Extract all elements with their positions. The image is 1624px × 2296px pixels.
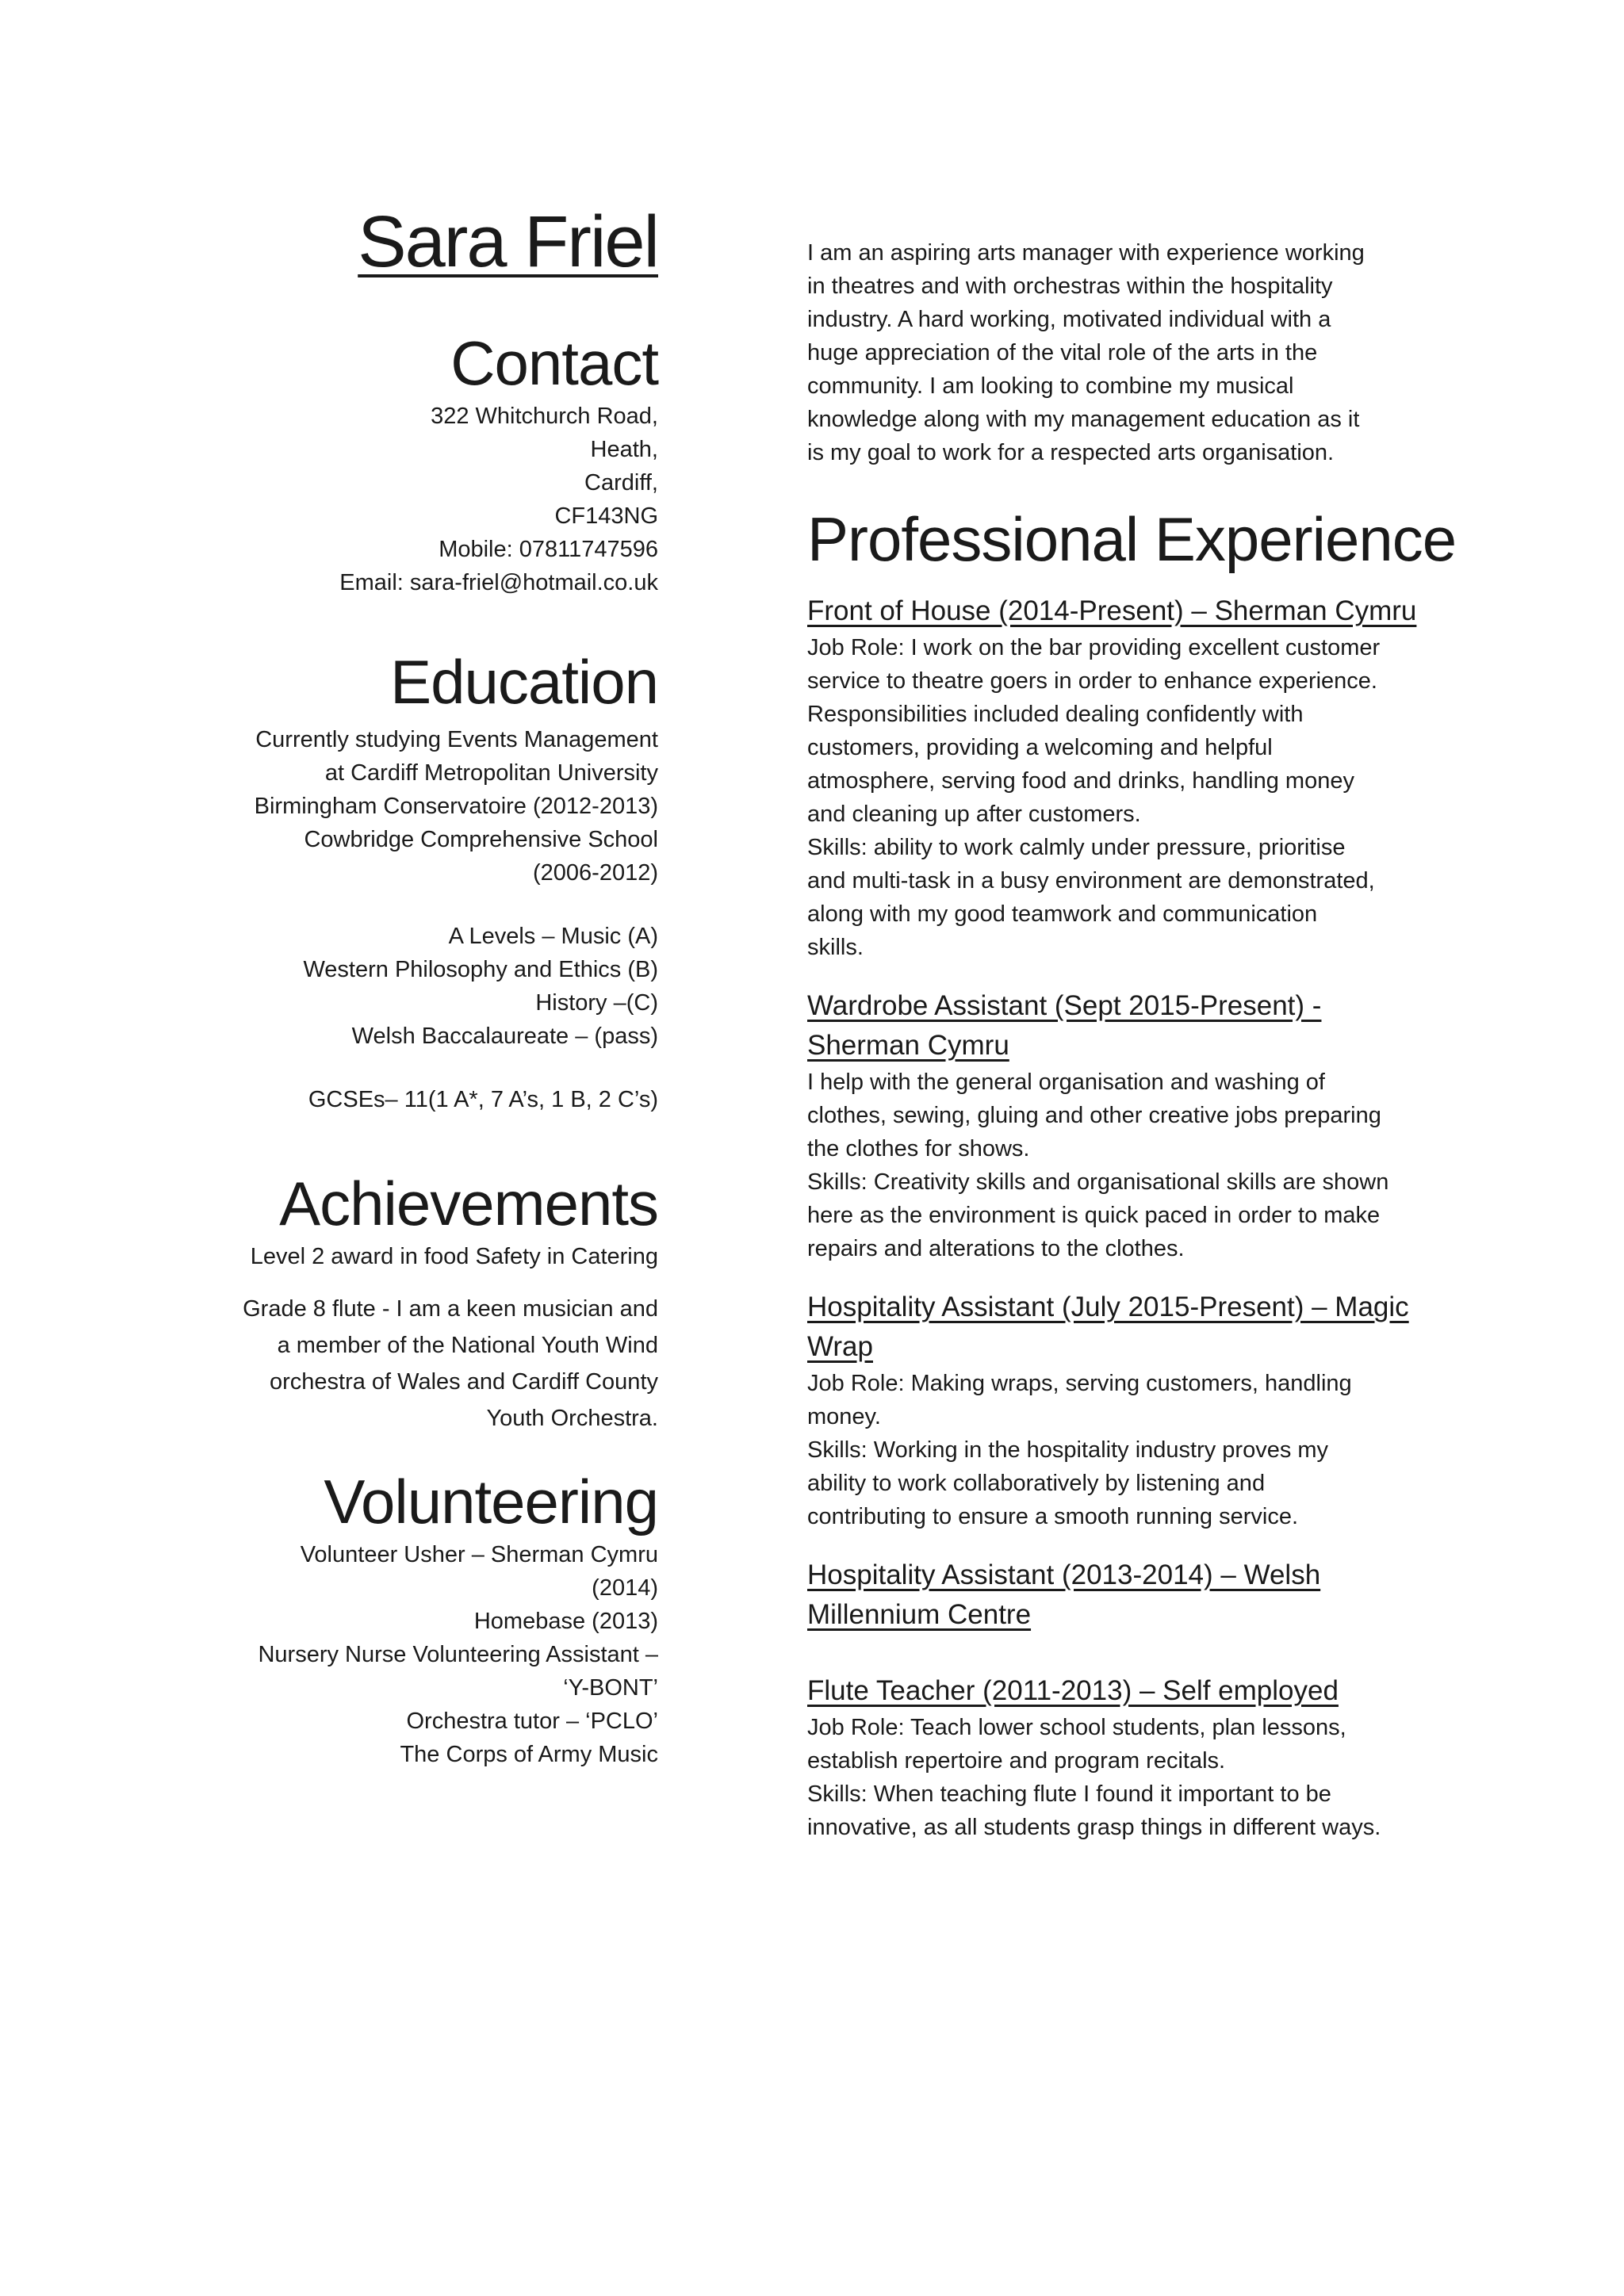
profile-summary — [807, 236, 1457, 469]
job-line: Skills: Creativity skills and organisational skills are shown — [807, 1169, 1389, 1195]
education-line: Welsh Baccalaureate – (pass) — [351, 1024, 658, 1049]
job-entry — [807, 986, 1457, 1265]
contact-details — [159, 400, 658, 599]
education-gcses — [159, 1083, 658, 1116]
contact-line: Heath, — [590, 437, 658, 462]
job-line: innovative, as all students grasp things in different ways. — [807, 1815, 1381, 1840]
job-line: and multi-task in a busy environment are demonstrated, — [807, 868, 1375, 894]
profile-line: in theatres and with orchestras within the hospitality — [807, 274, 1333, 299]
education-line: Birmingham Conservatoire (2012-2013) — [254, 794, 658, 819]
education-line: History –(C) — [535, 990, 658, 1016]
education-institutions — [159, 723, 658, 890]
volunteering-list — [159, 1538, 658, 1771]
profile-line: industry. A hard working, motivated individual with a — [807, 307, 1331, 332]
job-line: customers, providing a welcoming and helpful — [807, 735, 1273, 760]
job-line: along with my good teamwork and communication — [807, 901, 1318, 927]
job-line: money. — [807, 1404, 881, 1429]
job-line: contributing to ensure a smooth running service. — [807, 1504, 1299, 1529]
job-line: skills. — [807, 935, 864, 960]
job-entry — [807, 591, 1457, 964]
job-line: Responsibilities included dealing confidently with — [807, 702, 1304, 727]
profile-line: community. I am looking to combine my musical — [807, 373, 1294, 399]
job-title: Millennium Centre — [807, 1599, 1032, 1630]
job-entry — [807, 1556, 1457, 1635]
job-line: Job Role: I work on the bar providing excellent customer — [807, 635, 1381, 660]
education-line: Cowbridge Comprehensive School — [304, 827, 658, 852]
education-heading: Education — [390, 647, 658, 717]
job-line: and cleaning up after customers. — [807, 802, 1141, 827]
contact-email: Email: sara-friel@hotmail.co.uk — [339, 570, 658, 595]
job-line: Skills: Working in the hospitality industry proves my — [807, 1437, 1329, 1463]
contact-line: Cardiff, — [584, 470, 658, 496]
contact-line: 322 Whitchurch Road, — [431, 404, 658, 429]
job-title: Wardrobe Assistant (Sept 2015-Present) - — [807, 990, 1322, 1021]
job-line: I help with the general organisation and washing of — [807, 1070, 1325, 1095]
job-line: Skills: When teaching flute I found it important to be — [807, 1781, 1331, 1807]
left-column — [159, 198, 658, 1771]
education-line: A Levels – Music (A) — [448, 924, 658, 949]
experience-list — [807, 591, 1457, 1844]
education-line: Currently studying Events Management — [255, 727, 658, 752]
job-line: Job Role: Teach lower school students, plan lessons, — [807, 1715, 1346, 1740]
job-line: service to theatre goers in order to enhance experience. — [807, 668, 1377, 694]
job-title: Wrap — [807, 1331, 873, 1362]
volunteering-heading: Volunteering — [324, 1467, 658, 1536]
volunteering-line: (2014) — [592, 1575, 658, 1601]
volunteering-line: Homebase (2013) — [473, 1609, 658, 1634]
profile-line: knowledge along with my management education as it — [807, 407, 1360, 432]
job-line: Job Role: Making wraps, serving customers, handling — [807, 1371, 1352, 1396]
achievement-line: a member of the National Youth Wind — [277, 1333, 658, 1358]
job-line: atmosphere, serving food and drinks, handling money — [807, 768, 1354, 794]
job-line: the clothes for shows. — [807, 1136, 1030, 1161]
volunteering-line: Orchestra tutor – ‘PCLO’ — [406, 1709, 658, 1734]
profile-line: huge appreciation of the vital role of the arts in the — [807, 340, 1318, 365]
job-title: Flute Teacher (2011-2013) – Self employed — [807, 1675, 1339, 1706]
volunteering-line: ‘Y-BONT’ — [563, 1675, 658, 1701]
job-line: clothes, sewing, gluing and other creative jobs preparing — [807, 1103, 1381, 1128]
volunteering-line: Nursery Nurse Volunteering Assistant – — [258, 1642, 658, 1667]
profile-line: is my goal to work for a respected arts organisation. — [807, 440, 1335, 465]
education-a-levels — [159, 920, 658, 1053]
education-line: GCSEs– 11(1 A*, 7 A’s, 1 B, 2 C’s) — [308, 1087, 658, 1112]
achievement-line: Level 2 award in food Safety in Catering — [250, 1244, 658, 1269]
achievement-line: orchestra of Wales and Cardiff County — [269, 1369, 658, 1395]
experience-heading: Professional Experience — [807, 504, 1457, 574]
job-line: Skills: ability to work calmly under pressure, prioritise — [807, 835, 1346, 860]
job-line: here as the environment is quick paced in order to make — [807, 1203, 1381, 1228]
job-title: Sherman Cymru — [807, 1030, 1009, 1061]
contact-line: CF143NG — [554, 503, 658, 529]
contact-heading: Contact — [450, 328, 658, 398]
contact-mobile: Mobile: 07811747596 — [439, 537, 658, 562]
achievement-line: Youth Orchestra. — [486, 1406, 658, 1431]
right-column — [807, 236, 1457, 1844]
education-line: at Cardiff Metropolitan University — [324, 760, 658, 786]
job-line: establish repertoire and program recitals. — [807, 1748, 1226, 1774]
achievements-heading: Achievements — [279, 1169, 658, 1238]
job-entry — [807, 1288, 1457, 1533]
volunteering-line: Volunteer Usher – Sherman Cymru — [300, 1542, 658, 1567]
volunteering-line: The Corps of Army Music — [400, 1742, 658, 1767]
achievement-line: Grade 8 flute - I am a keen musician and — [243, 1296, 658, 1322]
job-line: ability to work collaboratively by listening and — [807, 1471, 1266, 1496]
job-title: Front of House (2014-Present) – Sherman Cymru — [807, 595, 1417, 626]
profile-line: I am an aspiring arts manager with experience working — [807, 240, 1365, 266]
education-line: (2006-2012) — [533, 860, 658, 886]
job-line: repairs and alterations to the clothes. — [807, 1236, 1185, 1261]
job-title: Hospitality Assistant (July 2015-Present) – Magic — [807, 1292, 1409, 1322]
achievements-list — [159, 1240, 658, 1437]
candidate-name: Sara Friel — [358, 201, 658, 282]
education-line: Western Philosophy and Ethics (B) — [303, 957, 658, 982]
job-entry — [807, 1671, 1457, 1844]
job-title: Hospitality Assistant (2013-2014) – Welsh — [807, 1559, 1321, 1590]
